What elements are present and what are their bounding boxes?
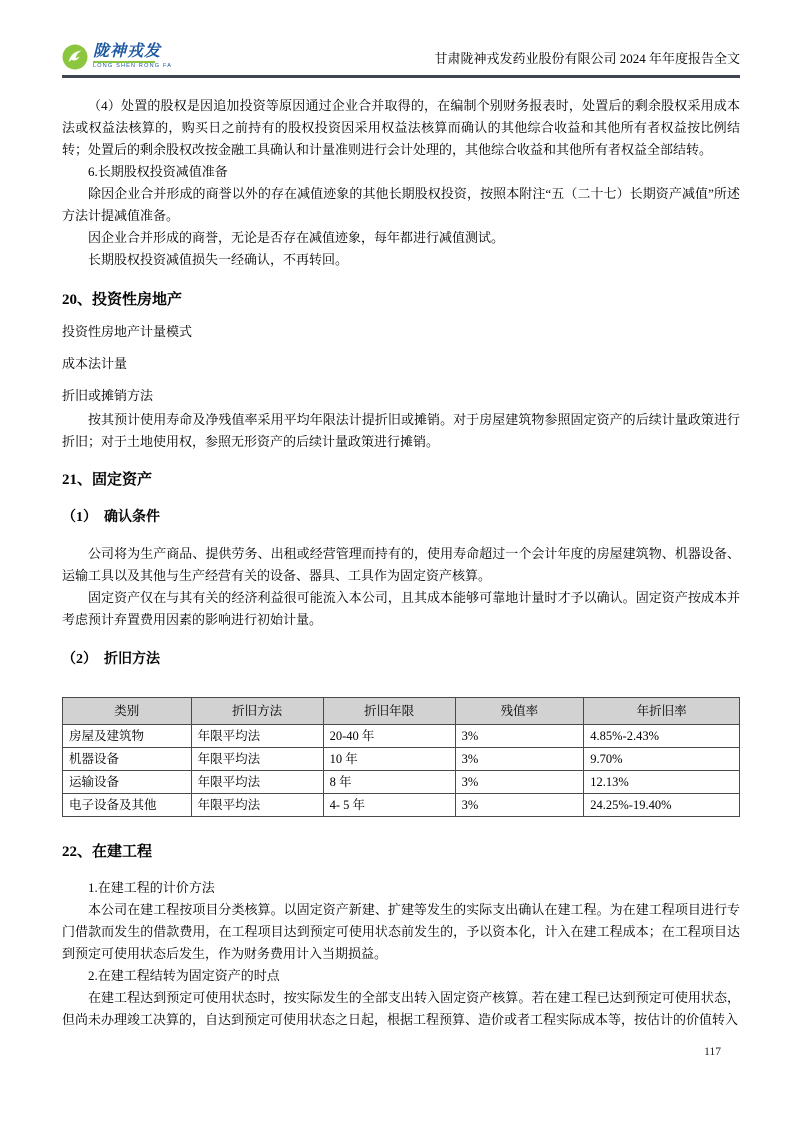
cell-category: 房屋及建筑物 xyxy=(63,725,192,748)
cell-years: 20-40 年 xyxy=(323,725,455,748)
paragraph-goodwill-test: 因企业合并形成的商誉，无论是否存在减值迹象，每年都进行减值测试。 xyxy=(88,230,505,245)
table-row xyxy=(63,771,740,794)
cell-method: 年限平均法 xyxy=(191,771,323,794)
heading-21-2-depreciation: （2） 折旧方法 xyxy=(62,652,160,667)
cell-residual-rate: 3% xyxy=(455,748,584,771)
cell-category: 电子设备及其他 xyxy=(63,794,192,817)
table-row xyxy=(63,748,740,771)
cell-years: 10 年 xyxy=(323,748,455,771)
logo-company-name: 陇神戎发 xyxy=(93,43,162,61)
line-measurement-mode: 投资性房地产计量模式 xyxy=(62,324,193,339)
depreciation-table xyxy=(62,697,740,817)
paragraph-fixed-assets-1: 公司将为生产商品、提供劳务、出租或经营管理而持有的，使用寿命超过一个会计年度的房屋建筑物、机器设备、运输工具以及其他与生产经营有关的设备、器具、工具作为固定资产核算。 xyxy=(62,546,740,583)
bird-in-green-circle-icon xyxy=(62,44,88,70)
cell-annual-rate: 12.13% xyxy=(584,771,740,794)
page-content xyxy=(62,95,740,1031)
logo-company-name-en: LONG SHEN RONG FA xyxy=(93,63,173,70)
cell-annual-rate: 4.85%-2.43% xyxy=(584,725,740,748)
col-header-residual-rate: 残值率 xyxy=(455,698,584,725)
heading-21-1-recognition: （1） 确认条件 xyxy=(62,510,160,525)
cell-method: 年限平均法 xyxy=(191,794,323,817)
paragraph-investment-property-detail: 按其预计使用寿命及净残值率采用平均年限法计提折旧或摊销。对于房屋建筑物参照固定资产的后续计量政策进行折旧；对于土地使用权，参照无形资产的后续计量政策进行摊销。 xyxy=(62,412,740,449)
paragraph-cip-transfer-body: 在建工程达到预定可使用状态时，按实际发生的全部支出转入固定资产核算。若在建工程已达到预定可使用状态，但尚未办理竣工决算的，自达到预定可使用状态之日起，根据工程预算、造价或者工程实际成本等，按估计的价值转入 xyxy=(62,990,740,1027)
paragraph-equity-disposal: （4）处置的股权是因追加投资等原因通过企业合并取得的，在编制个别财务报表时，处置后的剩余股权采用成本法或权益法核算的，购买日之前持有的股权投资因采用权益法核算而确认的其他综合收益和其他所有者权益按比例结转；处置后的剩余股权改按金融工具确认和计量准则进行会计处理的，其他综合收益和其他所有者权益全部结转。 xyxy=(62,98,740,157)
heading-21-fixed-assets: 21、固定资产 xyxy=(62,472,153,488)
cell-residual-rate: 3% xyxy=(455,771,584,794)
cell-annual-rate: 9.70% xyxy=(584,748,740,771)
col-header-method: 折旧方法 xyxy=(191,698,323,725)
col-header-annual-rate: 年折旧率 xyxy=(584,698,740,725)
table-header-row xyxy=(63,698,740,725)
heading-20-investment-property: 20、投资性房地产 xyxy=(62,292,183,308)
cell-years: 4- 5 年 xyxy=(323,794,455,817)
paragraph-cip-valuation-body: 本公司在建工程按项目分类核算。以固定资产新建、扩建等发生的实际支出确认在建工程。为在建工程项目进行专门借款而发生的借款费用，在工程项目达到预定可使用状态前发生的，予以资本化，计入在建工程成本；在工程项目达到预定可使用状态后发生，作为财务费用计入当期损益。 xyxy=(62,902,740,961)
col-header-category: 类别 xyxy=(63,698,192,725)
paragraph-cip-valuation-title: 1.在建工程的计价方法 xyxy=(88,880,215,895)
paragraph-impairment-title: 6.长期股权投资减值准备 xyxy=(88,164,228,179)
page-number: 117 xyxy=(704,1046,721,1058)
cell-category: 机器设备 xyxy=(63,748,192,771)
company-logo xyxy=(62,44,172,70)
page-header xyxy=(62,44,740,78)
cell-years: 8 年 xyxy=(323,771,455,794)
heading-22-construction-in-progress: 22、在建工程 xyxy=(62,844,153,860)
table-row xyxy=(63,794,740,817)
cell-category: 运输设备 xyxy=(63,771,192,794)
paragraph-impairment-body: 除因企业合并形成的商誉以外的存在减值迹象的其他长期股权投资，按照本附注“五（二十七）长期资产减值”所述方法计提减值准备。 xyxy=(62,186,740,223)
cell-residual-rate: 3% xyxy=(455,794,584,817)
paragraph-no-reversal: 长期股权投资减值损失一经确认，不再转回。 xyxy=(88,252,349,267)
cell-residual-rate: 3% xyxy=(455,725,584,748)
table-row xyxy=(63,725,740,748)
paragraph-fixed-assets-2: 固定资产仅在与其有关的经济利益很可能流入本公司，且其成本能够可靠地计量时才予以确认。固定资产按成本并考虑预计弃置费用因素的影响进行初始计量。 xyxy=(62,590,740,627)
cell-annual-rate: 24.25%-19.40% xyxy=(584,794,740,817)
cell-method: 年限平均法 xyxy=(191,725,323,748)
line-cost-method: 成本法计量 xyxy=(62,356,128,371)
cell-method: 年限平均法 xyxy=(191,748,323,771)
col-header-years: 折旧年限 xyxy=(323,698,455,725)
line-depreciation-method: 折旧或摊销方法 xyxy=(62,388,154,403)
document-title: 甘肃陇神戎发药业股份有限公司 2024 年年度报告全文 xyxy=(434,50,740,66)
paragraph-cip-transfer-title: 2.在建工程结转为固定资产的时点 xyxy=(88,968,280,983)
